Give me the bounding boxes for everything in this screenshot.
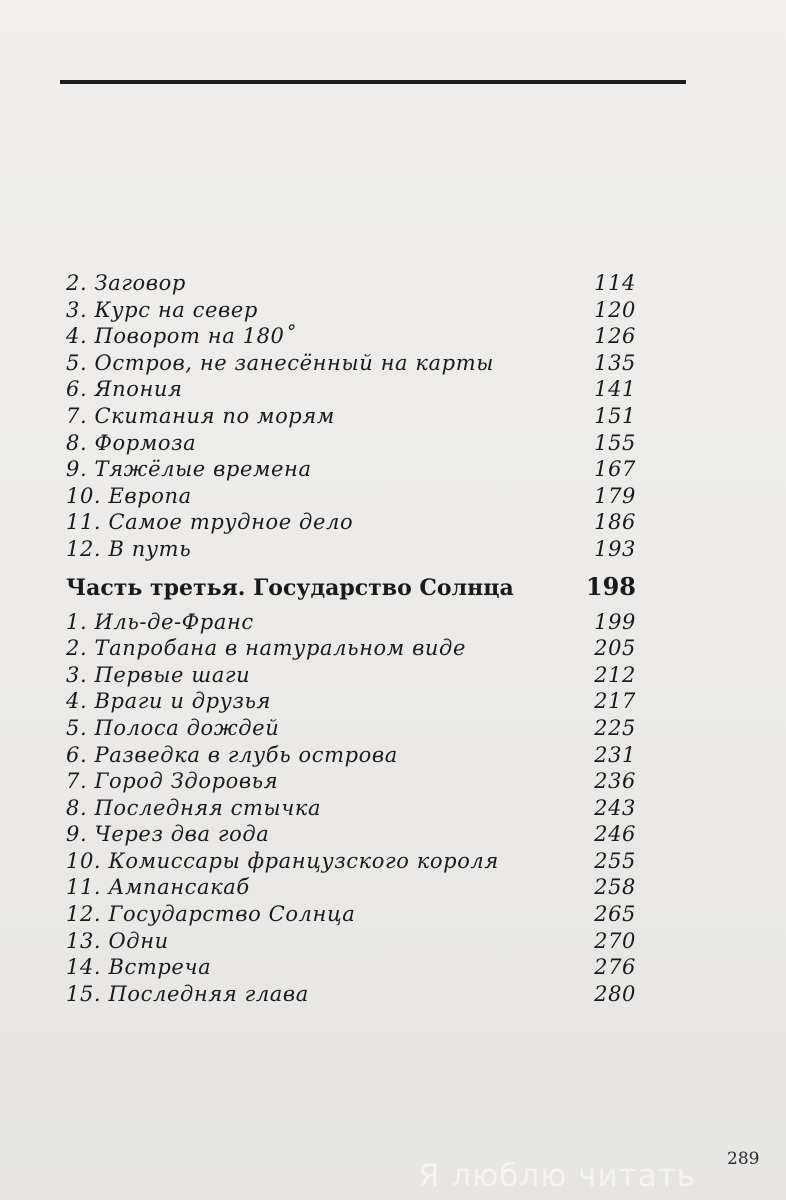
toc-entry-page: 135	[594, 350, 636, 375]
toc-entry-title: 2. Заговор	[66, 271, 186, 295]
toc-entry	[66, 270, 636, 297]
toc-entry-title: 11. Самое трудное дело	[66, 510, 354, 535]
toc-entry-title: 8. Формоза	[66, 430, 197, 455]
table-of-contents	[66, 270, 636, 1007]
top-rule	[60, 80, 686, 84]
toc-entry-title: 2. Тапробана в натуральном виде	[66, 636, 466, 661]
toc-entry-page: 205	[594, 636, 636, 661]
toc-entry-title: 9. Тяжёлые времена	[66, 457, 312, 482]
toc-entry-page: 212	[594, 662, 636, 687]
toc-entry-title: 11. Ампансакаб	[66, 875, 250, 900]
toc-entry	[66, 662, 636, 689]
toc-entry-page: 179	[594, 483, 636, 508]
toc-entry	[66, 715, 636, 742]
toc-entry-page: 167	[594, 457, 636, 482]
toc-entry	[66, 403, 636, 430]
toc-entry-title: 12. Государство Солнца	[66, 902, 356, 927]
toc-entry	[66, 821, 636, 848]
toc-entry	[66, 635, 636, 662]
watermark: Я люблю читать	[418, 1158, 697, 1194]
toc-entry-title: 10. Комиссары французского короля	[66, 848, 499, 873]
toc-entry-page: 155	[594, 430, 636, 455]
toc-entry-title: 10. Европа	[66, 483, 192, 508]
toc-entry-page: 236	[594, 769, 636, 794]
toc-entry-page: 246	[594, 822, 636, 847]
toc-entry-page: 217	[594, 689, 636, 714]
toc-part-heading	[66, 561, 636, 613]
part-page-number: 198	[585, 571, 636, 601]
toc-entry-page: 280	[594, 981, 636, 1006]
toc-entry-title: 7. Скитания по морям	[66, 403, 335, 428]
part-title: Часть третья. Государство Солнца	[66, 574, 514, 601]
toc-entry-page: 225	[594, 715, 636, 740]
toc-entry	[66, 928, 636, 955]
toc-entry-title: 1. Иль-де-Франс	[66, 609, 254, 634]
toc-entry	[66, 297, 636, 324]
toc-entry-page: 255	[594, 848, 636, 873]
toc-entry-title: 15. Последняя глава	[66, 981, 309, 1006]
toc-entry-page: 258	[594, 875, 636, 900]
toc-entry	[66, 350, 636, 377]
toc-entry-title: 9. Через два года	[66, 822, 270, 847]
toc-entry-title: 6. Разведка в глубь острова	[66, 742, 398, 767]
toc-entry-title: 4. Враги и друзья	[66, 689, 272, 714]
toc-entry-page: 199	[594, 609, 636, 634]
toc-entry-title: 13. Одни	[66, 928, 169, 953]
toc-entry-page: 270	[594, 928, 636, 953]
toc-entry	[66, 981, 636, 1008]
toc-entry	[66, 536, 636, 563]
toc-entry-title: 5. Остров, не занесённый на карты	[66, 350, 494, 375]
toc-entry-title: 3. Курс на север	[66, 297, 258, 322]
toc-entry	[66, 323, 636, 350]
toc-entry-title: 8. Последняя стычка	[66, 795, 322, 820]
toc-entry	[66, 954, 636, 981]
toc-entry	[66, 483, 636, 510]
toc-entry-page: 120	[594, 297, 636, 322]
toc-entry	[66, 874, 636, 901]
toc-entry-page: 114	[594, 271, 636, 295]
toc-entry-page: 186	[594, 510, 636, 535]
toc-entry-title: 5. Полоса дождей	[66, 715, 280, 740]
toc-entry-title: 3. Первые шаги	[66, 662, 251, 687]
toc-entry-title: 14. Встреча	[66, 955, 212, 980]
toc-entry	[66, 848, 636, 875]
toc-entry-page: 151	[594, 403, 636, 428]
toc-entry-page: 243	[594, 795, 636, 820]
toc-entry	[66, 768, 636, 795]
toc-entry-page: 276	[594, 955, 636, 980]
toc-entry-page: 231	[594, 742, 636, 767]
toc-entry-title: 12. В путь	[66, 536, 192, 561]
toc-entry-title: 4. Поворот на 180˚	[66, 324, 296, 349]
toc-entry-page: 126	[594, 324, 636, 349]
toc-entry-page: 265	[594, 902, 636, 927]
toc-entry	[66, 795, 636, 822]
toc-entry	[66, 430, 636, 457]
toc-entry	[66, 509, 636, 536]
toc-section-part-two	[66, 270, 636, 563]
toc-entry	[66, 456, 636, 483]
page-number: 289	[727, 1149, 760, 1169]
toc-entry-page: 141	[594, 377, 636, 402]
toc-section-part-three	[66, 609, 636, 1008]
toc-entry	[66, 376, 636, 403]
toc-entry	[66, 901, 636, 928]
toc-entry	[66, 742, 636, 769]
toc-entry-title: 6. Япония	[66, 377, 183, 402]
toc-entry-title: 7. Город Здоровья	[66, 769, 279, 794]
toc-entry-page: 193	[594, 536, 636, 561]
toc-entry	[66, 688, 636, 715]
